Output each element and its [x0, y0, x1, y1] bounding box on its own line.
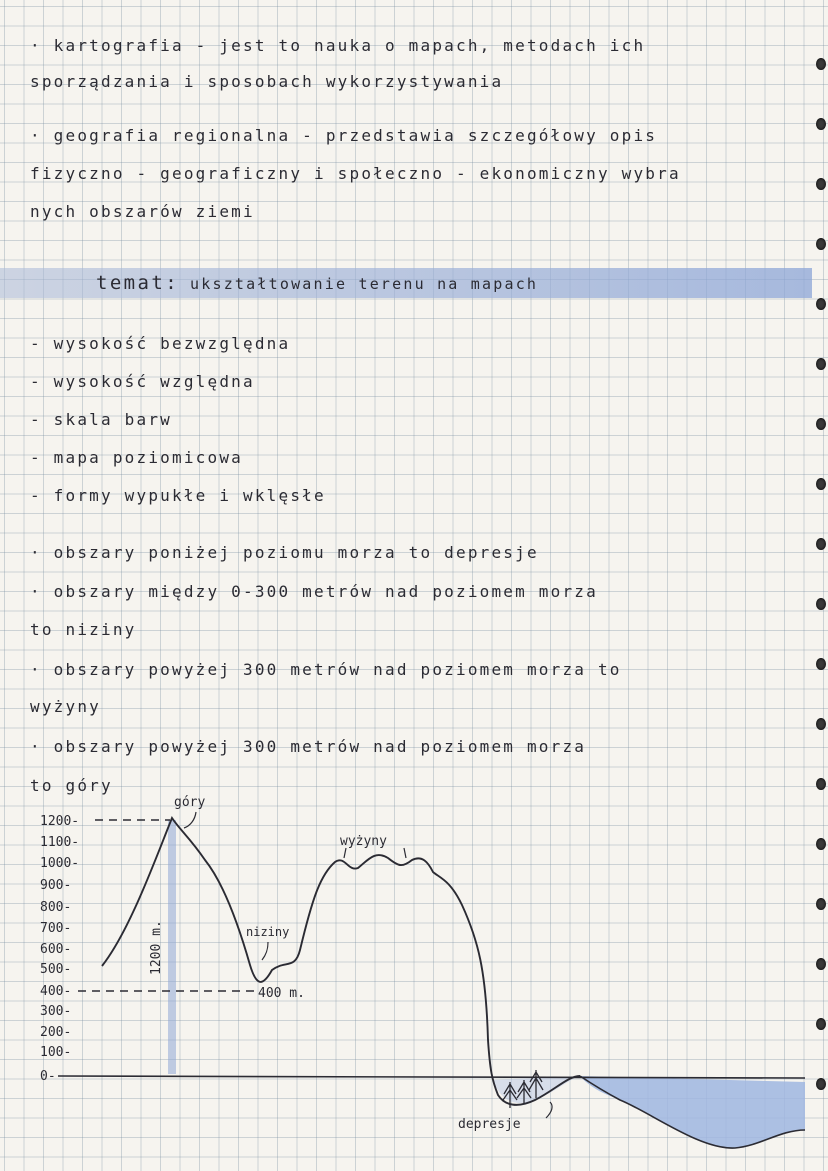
- fact-wyzyny-line2: wyżyny: [30, 697, 101, 716]
- definition-geografia-line1: · geografia regionalna - przedstawia szczegółowy opis: [30, 126, 658, 145]
- fact-gory-line1: · obszary powyżej 300 metrów nad poziomem morza: [30, 737, 587, 756]
- list-item: - wysokość bezwzględna: [30, 334, 291, 353]
- fact-gory-line2: to góry: [30, 776, 113, 795]
- mountains-arrow: [184, 812, 196, 828]
- relative-height-label: 400 m.: [258, 986, 305, 1001]
- definition-kartografia-line1: · kartografia - jest to nauka o mapach, metodach ich: [30, 36, 646, 55]
- y-tick-label: 600-: [40, 942, 72, 957]
- list-item: - wysokość względna: [30, 372, 255, 391]
- definition-geografia-line2: fizyczno - geograficzny i społeczno - ekonomiczny wybra: [30, 164, 681, 183]
- list-item: - formy wypukłe i wklęsłe: [30, 486, 326, 505]
- y-tick-label: 0-: [40, 1069, 56, 1084]
- y-tick-label: 1000-: [40, 856, 80, 871]
- topic-title: ukształtowanie terenu na mapach: [190, 275, 539, 293]
- y-tick-label: 200-: [40, 1025, 72, 1040]
- y-tick-label: 500-: [40, 962, 72, 977]
- absolute-height-highlight: [168, 820, 176, 1074]
- sea-level-line: [58, 1076, 805, 1078]
- y-tick-label: 700-: [40, 921, 72, 936]
- list-item: - skala barw: [30, 410, 172, 429]
- depression-arrow: [546, 1102, 552, 1118]
- lowlands-arrow: [262, 942, 268, 960]
- uplands-label: wyżyny: [340, 834, 387, 849]
- fact-niziny-line2: to niziny: [30, 620, 137, 639]
- y-tick-label: 100-: [40, 1045, 72, 1060]
- definition-kartografia-line2: sporządzania i sposobach wykorzystywania: [30, 72, 504, 91]
- y-tick-label: 400-: [40, 984, 72, 999]
- lowlands-label: niziny: [246, 925, 290, 939]
- y-tick-label: 1200-: [40, 814, 80, 829]
- fact-depresje: · obszary poniżej poziomu morza to depresje: [30, 543, 539, 562]
- list-item: - mapa poziomicowa: [30, 448, 243, 467]
- definition-geografia-line3: nych obszarów ziemi: [30, 202, 255, 221]
- y-tick-label: 800-: [40, 900, 72, 915]
- topic-label: temat:: [96, 272, 180, 294]
- y-tick-label: 300-: [40, 1004, 72, 1019]
- y-tick-label: 1100-: [40, 835, 80, 850]
- fact-wyzyny-line1: · obszary powyżej 300 metrów nad poziomem morza to: [30, 660, 622, 679]
- absolute-height-label: 1200 m.: [149, 920, 164, 975]
- y-tick-label: 900-: [40, 878, 72, 893]
- fact-niziny-line1: · obszary między 0-300 metrów nad poziomem morza: [30, 582, 598, 601]
- mountains-label: góry: [174, 795, 206, 810]
- depression-label: depresje: [458, 1117, 521, 1132]
